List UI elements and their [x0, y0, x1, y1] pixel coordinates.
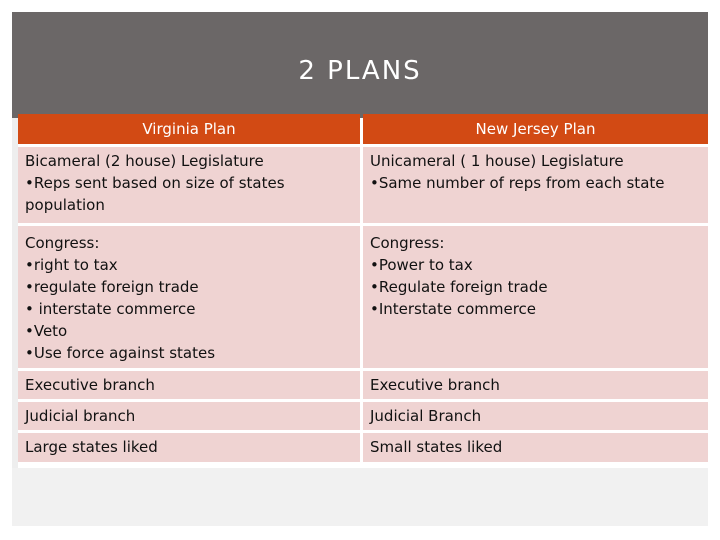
header-virginia-plan: Virginia Plan — [18, 114, 360, 144]
table-header-row — [18, 114, 708, 144]
cell-line: •right to tax — [25, 256, 118, 274]
cell-line: • interstate commerce — [25, 300, 196, 318]
cell-line: •Use force against states — [25, 344, 216, 362]
cell-line: Executive branch — [25, 376, 155, 394]
cell-virginia-judicial — [18, 402, 360, 430]
cell-line: Large states liked — [25, 438, 158, 456]
cell-new-jersey-congress — [363, 226, 708, 368]
cell-line: Congress: — [25, 234, 100, 252]
cell-virginia-support — [18, 433, 360, 462]
cell-virginia-executive — [18, 371, 360, 399]
cell-line: Executive branch — [370, 376, 500, 394]
table-row — [18, 402, 708, 430]
cell-virginia-legislature — [18, 147, 360, 223]
cell-line: •Same number of reps from each state — [370, 174, 665, 192]
cell-virginia-congress — [18, 226, 360, 368]
table-row — [18, 147, 708, 223]
table-row — [18, 226, 708, 368]
cell-line: •Power to tax — [370, 256, 473, 274]
header-new-jersey-plan: New Jersey Plan — [363, 114, 708, 144]
cell-new-jersey-judicial — [363, 402, 708, 430]
table-row — [18, 433, 708, 462]
cell-line: •Veto — [25, 322, 68, 340]
cell-line: Congress: — [370, 234, 445, 252]
cell-new-jersey-executive — [363, 371, 708, 399]
cell-line: •Interstate commerce — [370, 300, 537, 318]
cell-line: population — [25, 196, 105, 214]
cell-new-jersey-support — [363, 433, 708, 462]
cell-line: •regulate foreign trade — [25, 278, 199, 296]
cell-line: •Reps sent based on size of states — [25, 174, 285, 192]
bottom-band — [12, 468, 708, 526]
cell-line: Judicial Branch — [370, 407, 482, 425]
cell-line: Unicameral ( 1 house) Legislature — [370, 152, 624, 170]
cell-new-jersey-legislature — [363, 147, 708, 223]
cell-line: Bicameral (2 house) Legislature — [25, 152, 264, 170]
slide-title: 2 PLANS — [298, 56, 422, 86]
plans-table — [18, 114, 708, 465]
cell-line: •Regulate foreign trade — [370, 278, 548, 296]
cell-line: Judicial branch — [25, 407, 136, 425]
table-row — [18, 371, 708, 399]
cell-line: Small states liked — [370, 438, 503, 456]
